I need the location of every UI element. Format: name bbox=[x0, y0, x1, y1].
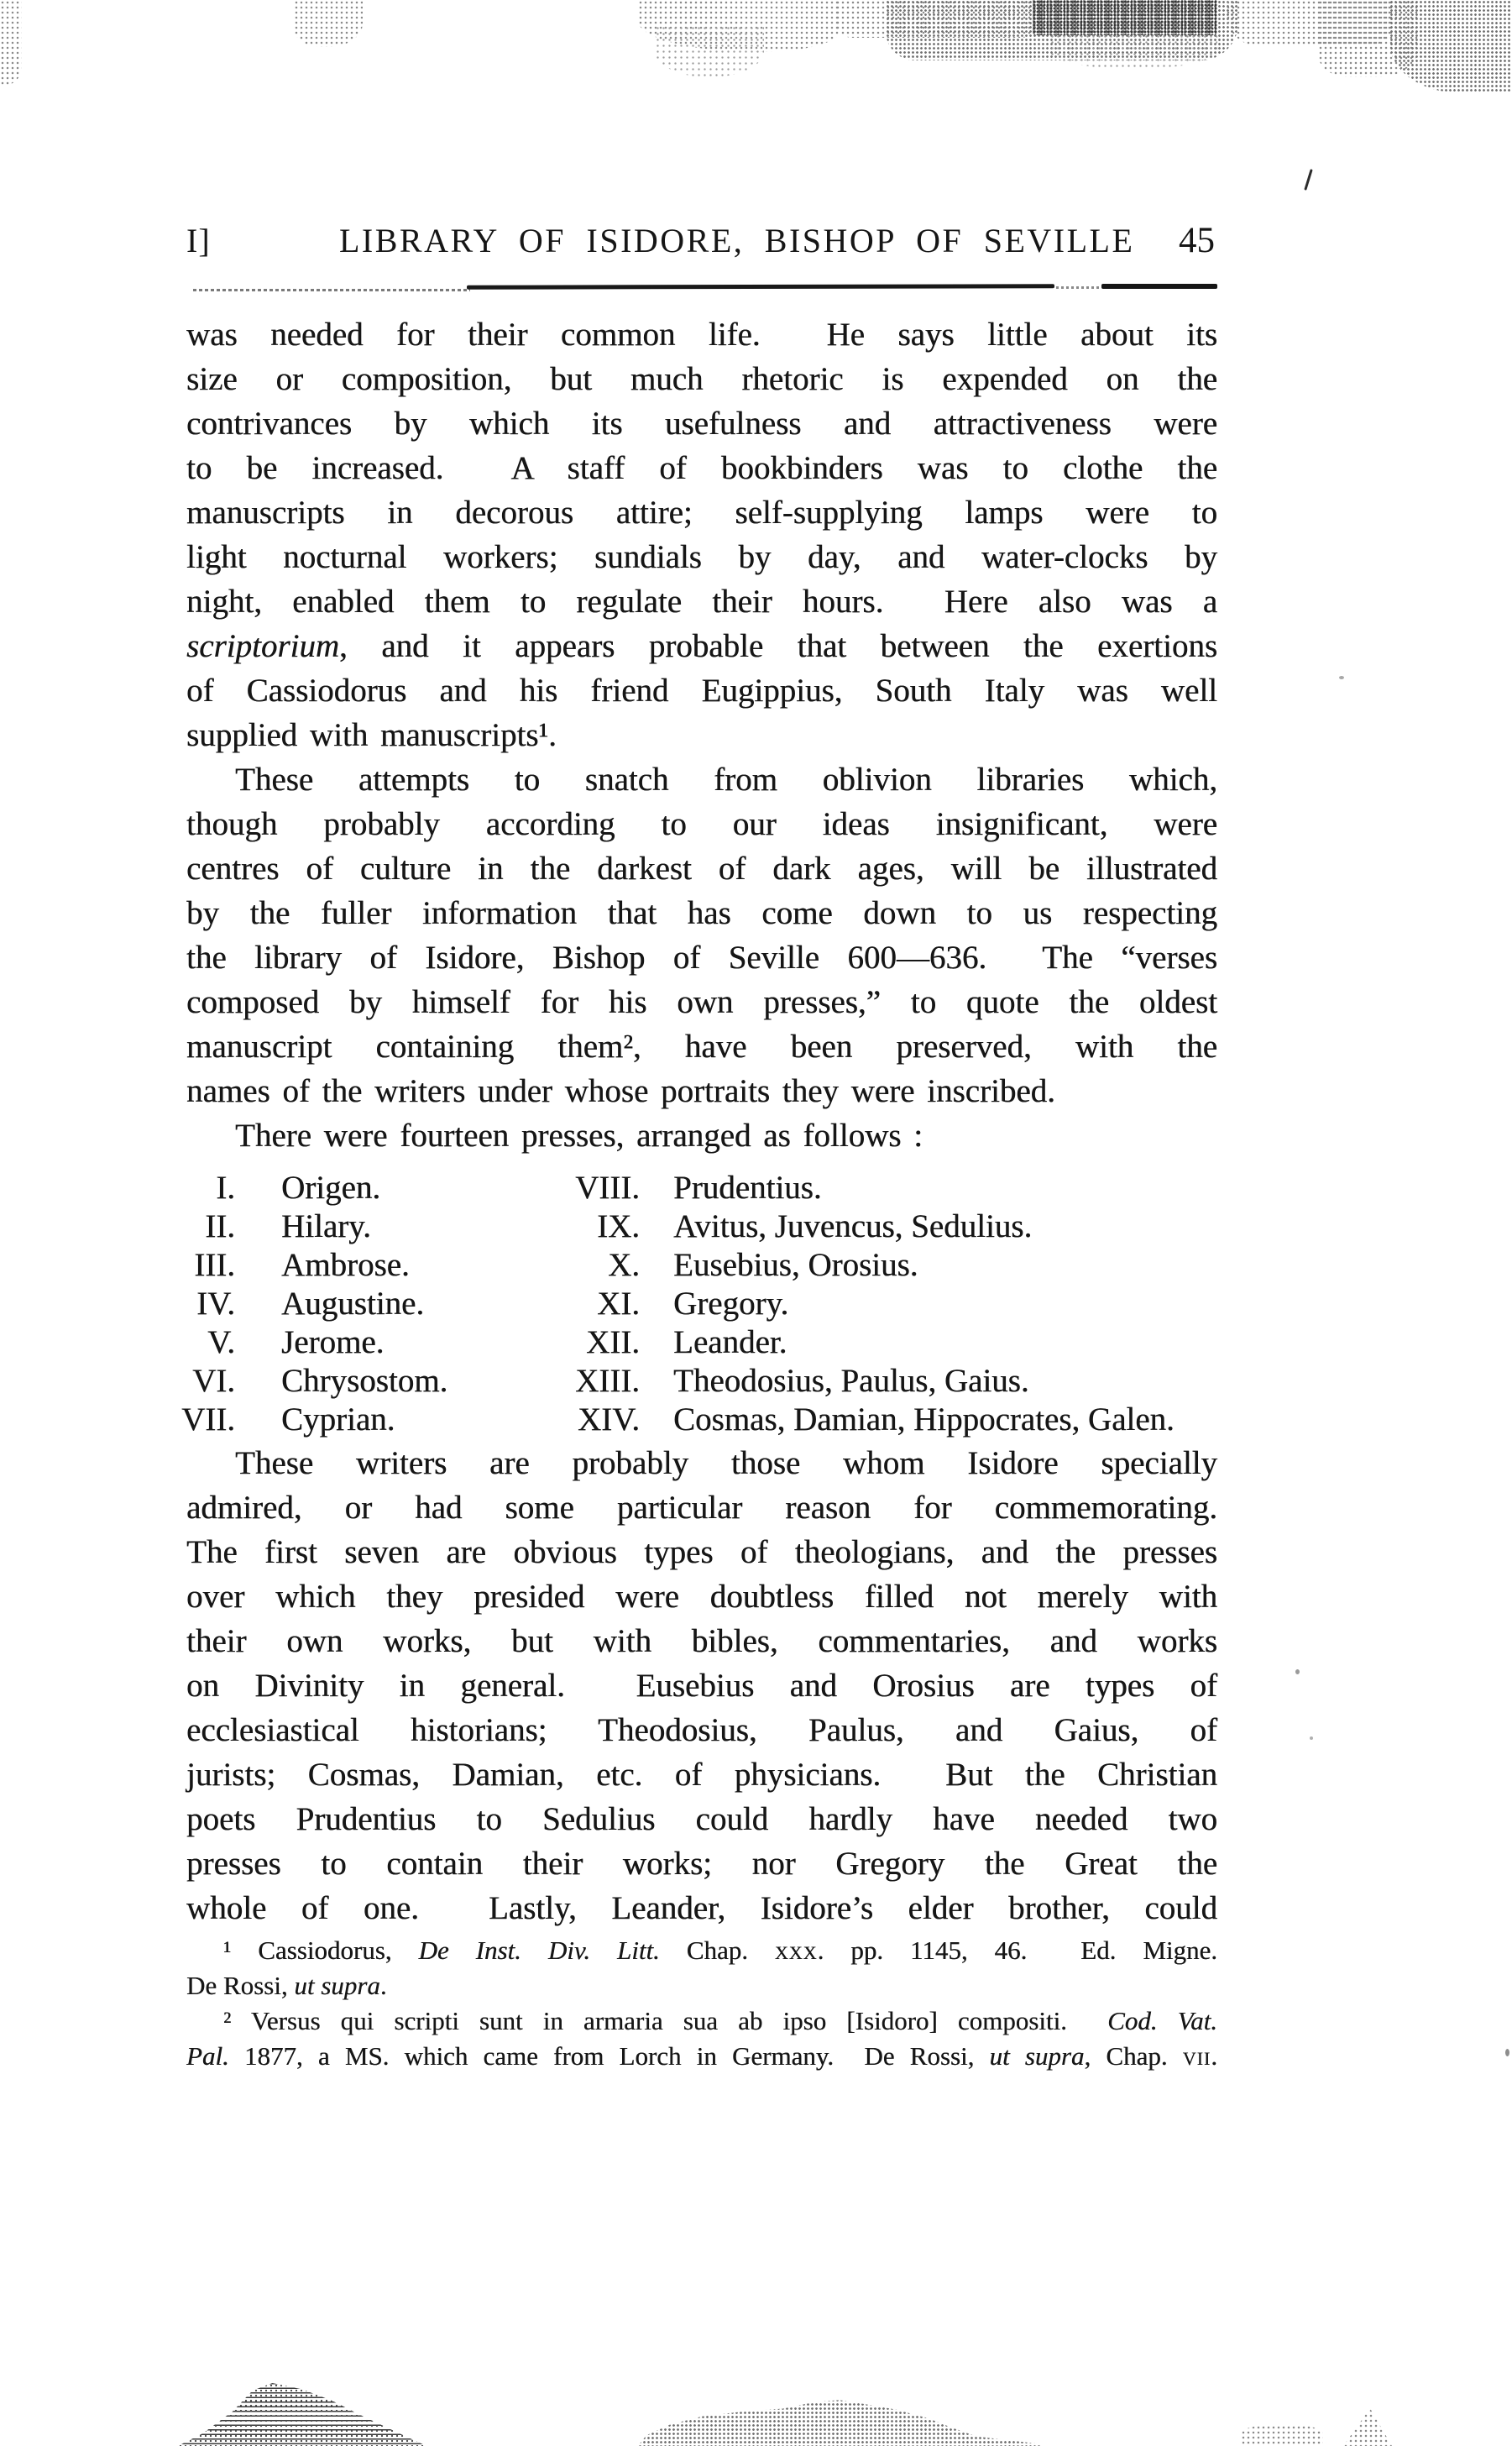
press-numeral: III. bbox=[194, 1247, 235, 1283]
scan-noise-bottom-pyramid bbox=[178, 2383, 426, 2446]
text-line: These writers are probably those whom Isidore specially bbox=[235, 1445, 1217, 1481]
press-authors: Hilary. bbox=[281, 1208, 371, 1244]
press-numeral: VI. bbox=[192, 1363, 235, 1399]
text-line: manuscript containing them², have been preserved, with the bbox=[186, 1029, 1217, 1065]
press-authors: Prudentius. bbox=[673, 1170, 822, 1206]
press-list-row bbox=[186, 1246, 1217, 1285]
text-line: De Rossi, ut supra. bbox=[186, 1971, 387, 2000]
scan-noise-top-blob bbox=[886, 0, 1238, 60]
text-line: ecclesiastical historians; Theodosius, Paulus, and Gaius, of bbox=[186, 1712, 1217, 1748]
header-rule-main-segment bbox=[467, 284, 1054, 289]
text-line: size or composition, but much rhetoric is expended on the bbox=[186, 361, 1217, 397]
header-rule-left-segment bbox=[193, 289, 470, 291]
press-numeral: XII. bbox=[586, 1324, 640, 1360]
press-list-row bbox=[186, 1169, 1217, 1207]
text-line: night, enabled them to regulate their hours. Here also was a bbox=[186, 584, 1217, 620]
text-line: scriptorium, and it appears probable that between the exertions bbox=[186, 628, 1217, 664]
press-list-row bbox=[186, 1323, 1217, 1362]
press-authors: Eusebius, Orosius. bbox=[673, 1247, 918, 1283]
press-numeral: XI. bbox=[597, 1286, 640, 1322]
paragraph-1 bbox=[186, 312, 1217, 757]
text-line: centres of culture in the darkest of dark ages, will be illustrated bbox=[186, 851, 1217, 887]
text-line: presses to contain their works; nor Gregory the Great the bbox=[186, 1846, 1217, 1882]
press-authors: Cyprian. bbox=[281, 1401, 395, 1438]
press-numeral: II. bbox=[205, 1208, 235, 1244]
text-line: contrivances by which its usefulness and attractiveness were bbox=[186, 406, 1217, 442]
text-line: ² Versus qui scripti sunt in armaria sua ab ipso [Isidoro] compositi. Cod. Vat. bbox=[223, 2006, 1217, 2035]
text-line: manuscripts in decorous attire; self-supplying lamps were to bbox=[186, 495, 1217, 531]
scan-speck bbox=[1310, 1736, 1313, 1740]
header-rule-dotted-segment bbox=[1056, 286, 1100, 289]
scan-noise-top-blob bbox=[655, 25, 764, 77]
press-authors: Cosmas, Damian, Hippocrates, Galen. bbox=[673, 1401, 1175, 1438]
text-line: on Divinity in general. Eusebius and Orosius are types of bbox=[186, 1668, 1217, 1704]
header-rule-right-segment bbox=[1101, 284, 1217, 289]
press-numeral: V. bbox=[207, 1324, 235, 1360]
footnotes bbox=[186, 1933, 1217, 2074]
press-authors: Theodosius, Paulus, Gaius. bbox=[673, 1363, 1029, 1399]
press-authors: Ambrose. bbox=[281, 1247, 410, 1283]
text-line: There were fourteen presses, arranged as follows : bbox=[235, 1118, 923, 1154]
running-title: LIBRARY OF ISIDORE, BISHOP OF SEVILLE bbox=[339, 222, 1135, 259]
press-authors: Origen. bbox=[281, 1170, 381, 1206]
press-numeral: X. bbox=[608, 1247, 640, 1283]
press-authors: Chrysostom. bbox=[281, 1363, 448, 1399]
scan-noise-dark-patch bbox=[1033, 0, 1217, 35]
press-list-row bbox=[181, 1401, 1217, 1439]
press-list-row bbox=[186, 1285, 1217, 1323]
text-line: light nocturnal workers; sundials by day, and water-clocks by bbox=[186, 539, 1217, 575]
scan-speck bbox=[1339, 676, 1344, 679]
scan-speck bbox=[1505, 2049, 1509, 2056]
scan-speck bbox=[1295, 1669, 1300, 1674]
text-line: of Cassiodorus and his friend Eugippius, South Italy was well bbox=[186, 673, 1217, 709]
text-line: supplied with manuscripts¹. bbox=[186, 717, 557, 753]
scan-noise-bottom-speck bbox=[1241, 2425, 1323, 2446]
page-header bbox=[0, 220, 1512, 262]
scan-noise-bottom-mound bbox=[638, 2398, 1041, 2446]
text-line: These attempts to snatch from oblivion libraries which, bbox=[235, 762, 1217, 798]
text-line: their own works, but with bibles, commentaries, and works bbox=[186, 1623, 1217, 1659]
text-line: over which they presided were doubtless filled not merely with bbox=[186, 1579, 1217, 1615]
text-line: poets Prudentius to Sedulius could hardly have needed two bbox=[186, 1801, 1217, 1837]
text-line: was needed for their common life. He says little about its bbox=[186, 317, 1217, 353]
press-numeral: IX. bbox=[597, 1208, 640, 1244]
text-line: jurists; Cosmas, Damian, etc. of physicians. But the Christian bbox=[186, 1757, 1217, 1793]
press-numeral: XIII. bbox=[575, 1363, 640, 1399]
text-line: composed by himself for his own presses,” to quote the oldest bbox=[186, 984, 1217, 1020]
text-line: whole of one. Lastly, Leander, Isidore’s elder brother, could bbox=[186, 1890, 1217, 1926]
text-line: ¹ Cassiodorus, De Inst. Div. Litt. Chap. xxx. pp. 1145, 46. Ed. Migne. bbox=[223, 1935, 1218, 1965]
scan-noise-top-right-corner bbox=[1389, 0, 1512, 92]
scan-noise-top-blob bbox=[638, 0, 840, 52]
scan-noise-top-speck bbox=[294, 0, 363, 47]
press-list-row bbox=[186, 1207, 1217, 1246]
press-authors: Augustine. bbox=[281, 1286, 425, 1322]
text-line: the library of Isidore, Bishop of Seville 600—636. The “verses bbox=[186, 940, 1217, 976]
text-line: Pal. 1877, a MS. which came from Lorch in Germany. De Rossi, ut supra, Chap. vii. bbox=[186, 2041, 1218, 2071]
paragraph-4 bbox=[186, 1441, 1217, 1930]
chapter-marker: I] bbox=[186, 222, 211, 259]
scan-noise-bottom-speck bbox=[1343, 2408, 1392, 2446]
press-list bbox=[181, 1169, 1217, 1439]
press-numeral: IV. bbox=[196, 1286, 235, 1322]
text-line: by the fuller information that has come down to us respecting bbox=[186, 895, 1217, 931]
press-numeral: XIV. bbox=[577, 1401, 640, 1438]
scan-noise-top-blob bbox=[1318, 0, 1419, 77]
press-numeral: VIII. bbox=[575, 1170, 640, 1206]
text-line: The first seven are obvious types of theologians, and the presses bbox=[186, 1534, 1217, 1570]
page-number: 45 bbox=[1179, 221, 1215, 260]
press-numeral: VII. bbox=[181, 1401, 235, 1438]
scan-noise-left-edge bbox=[0, 0, 22, 86]
paragraph-3-intro-line bbox=[186, 1113, 1217, 1158]
text-line: though probably according to our ideas insignificant, were bbox=[186, 806, 1217, 842]
press-authors: Gregory. bbox=[673, 1286, 789, 1322]
scan-stray-mark bbox=[1304, 169, 1312, 191]
press-list-row bbox=[186, 1362, 1217, 1401]
scan-noise-top-blob bbox=[1226, 0, 1394, 46]
text-line: to be increased. A staff of bookbinders was to clothe the bbox=[186, 450, 1217, 486]
press-authors: Leander. bbox=[673, 1324, 787, 1360]
paragraph-2 bbox=[186, 757, 1217, 1113]
scan-noise-top-blob bbox=[1049, 34, 1217, 69]
text-line: names of the writers under whose portraits they were inscribed. bbox=[186, 1073, 1055, 1109]
text-line: admired, or had some particular reason for commemorating. bbox=[186, 1490, 1217, 1526]
scan-noise-top-blob bbox=[835, 0, 1045, 38]
press-numeral: I. bbox=[216, 1170, 235, 1206]
press-authors: Avitus, Juvencus, Sedulius. bbox=[673, 1208, 1033, 1244]
press-authors: Jerome. bbox=[281, 1324, 385, 1360]
